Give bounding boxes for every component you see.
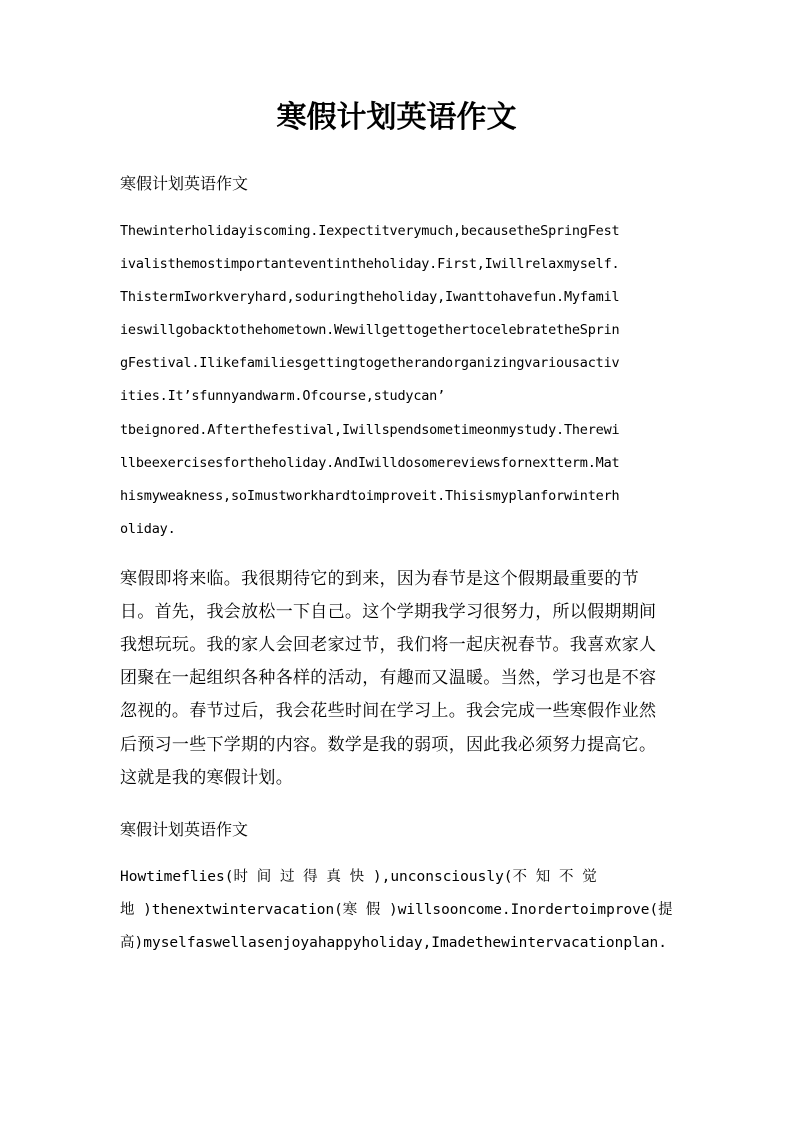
paragraph-line: hismyweakness,soImustworkhardtoimproveit.Thisismyplanforwinterh xyxy=(120,488,620,504)
paragraph-line: oliday. xyxy=(120,521,176,537)
section-heading-2: 寒假计划英语作文 xyxy=(120,820,249,839)
paragraph-line: 寒假即将来临。我很期待它的到来，因为春节是这个假期最重要的节 xyxy=(120,569,639,589)
section-heading-1: 寒假计划英语作文 xyxy=(120,174,249,193)
paragraph-line: ities.It’sfunnyandwarm.Ofcourse,studycan’ xyxy=(120,388,446,404)
paragraph-line: 团聚在一起组织各种各样的活动，有趣而又温暖。当然，学习也是不容 xyxy=(120,668,657,688)
paragraph-line: ivalisthemostimportanteventintheholiday.First,Iwillrelaxmyself. xyxy=(120,256,620,272)
paragraph-line: 我想玩玩。我的家人会回老家过节，我们将一起庆祝春节。我喜欢家人 xyxy=(120,635,657,655)
paragraph-line: ieswillgobacktothehometown.WewillgettogethertocelebratetheSprin xyxy=(120,322,620,338)
paragraph-line: ThistermIworkveryhard,soduringtheholiday,Iwanttohavefun.Myfamil xyxy=(120,289,620,305)
paragraph-line: 忽视的。春节过后，我会花些时间在学习上。我会完成一些寒假作业然 xyxy=(120,701,657,721)
paragraph-line: 地 )thenextwintervacation(寒 假 )willsooncome.Inordertoimprove(提 xyxy=(120,902,673,918)
paragraph-line: 日。首先，我会放松一下自己。这个学期我学习很努力，所以假期期间 xyxy=(120,602,657,622)
paragraph-line: Howtimeflies(时 间 过 得 真 快 ),unconsciously(不 知 不 觉 xyxy=(120,869,597,885)
paragraph-line: tbeignored.Afterthefestival,Iwillspendsometimeonmystudy.Therewi xyxy=(120,422,620,438)
paragraph-line: 这就是我的寒假计划。 xyxy=(120,768,293,788)
paragraph-line: llbeexercisesfortheholiday.AndIwilldosomereviewsfornextterm.Mat xyxy=(120,455,620,471)
paragraph-line: 后预习一些下学期的内容。数学是我的弱项，因此我必须努力提高它。 xyxy=(120,735,657,755)
paragraph-line: Thewinterholidayiscoming.Iexpectitverymuch,becausetheSpringFest xyxy=(120,223,620,239)
paragraph-line: gFestival.Ilikefamiliesgettingtogetherandorganizingvariousactiv xyxy=(120,355,620,371)
paragraph-line: 高)myselfaswellasenjoyahappyholiday,Imadethewintervacationplan. xyxy=(120,935,668,951)
document-title: 寒假计划英语作文 xyxy=(276,100,517,135)
